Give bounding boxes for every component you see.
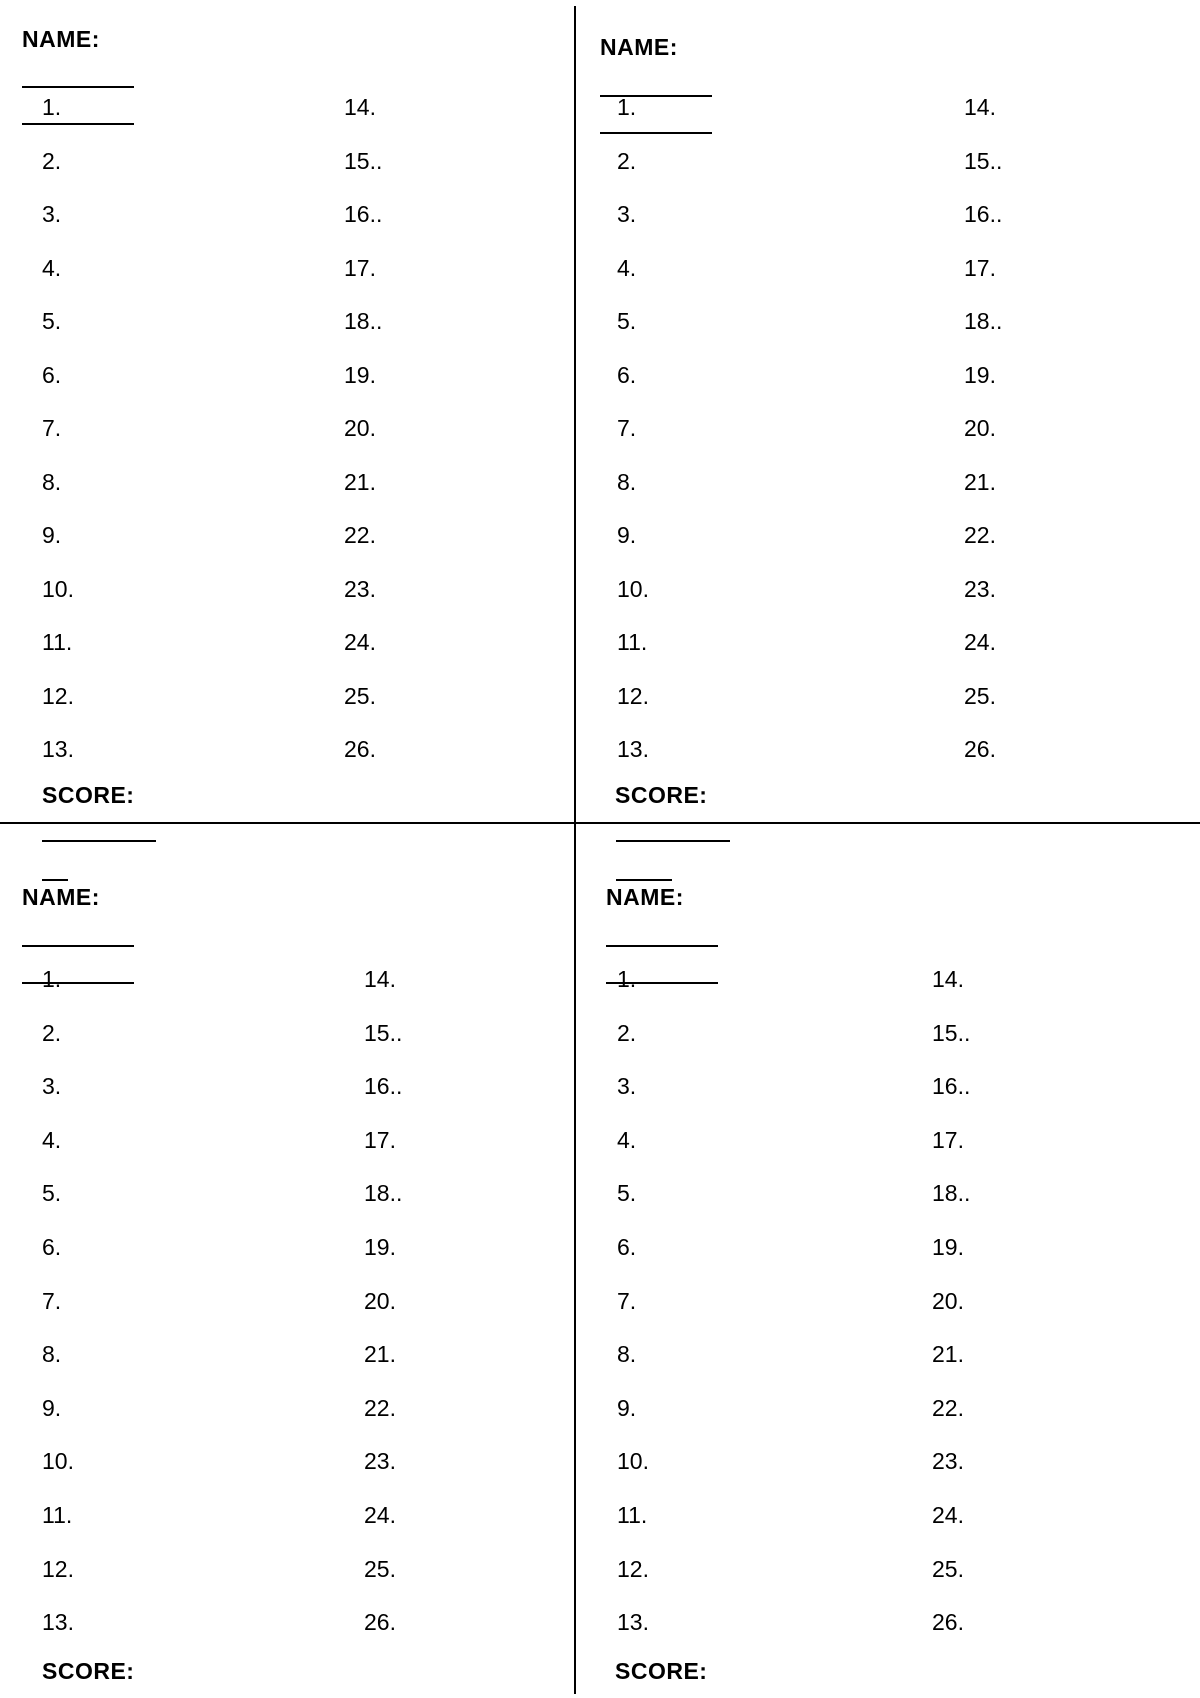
answer-number: 6. (617, 1234, 637, 1260)
answer-number: 20. (344, 415, 376, 441)
answer-number: 10. (617, 1448, 649, 1474)
answer-number: 9. (42, 522, 62, 548)
answer-number: 14. (964, 94, 996, 120)
answer-number: 9. (617, 522, 637, 548)
answer-number: 19. (364, 1234, 396, 1260)
answer-number: 15.. (964, 148, 1003, 174)
answer-number: 2. (42, 1020, 62, 1046)
answer-number: 10. (617, 576, 649, 602)
answer-number: 15.. (344, 148, 383, 174)
underline-rule (22, 123, 134, 125)
answer-number: 10. (42, 1448, 74, 1474)
score-label: SCORE: (42, 782, 135, 808)
answer-number: 8. (617, 1341, 637, 1367)
answer-number: 17. (932, 1127, 964, 1153)
answer-number: 13. (617, 1609, 649, 1635)
answer-number: 24. (964, 629, 996, 655)
answer-number: 21. (364, 1341, 396, 1367)
answer-number: 15.. (364, 1020, 403, 1046)
name-label: NAME: (600, 34, 678, 60)
answer-number: 1. (617, 966, 637, 992)
answer-number: 16.. (364, 1073, 403, 1099)
answer-number: 1. (617, 94, 637, 120)
answer-number: 11. (617, 629, 648, 655)
answer-number: 5. (42, 1180, 62, 1206)
answer-number: 25. (964, 683, 996, 709)
answer-number: 23. (964, 576, 996, 602)
answer-number: 25. (344, 683, 376, 709)
answer-number: 1. (42, 966, 62, 992)
answer-number: 6. (617, 362, 637, 388)
name-label: NAME: (22, 884, 100, 910)
answer-number: 5. (617, 1180, 637, 1206)
answer-number: 14. (932, 966, 964, 992)
answer-number: 6. (42, 1234, 62, 1260)
answer-number: 2. (617, 1020, 637, 1046)
answer-number: 18.. (344, 308, 383, 334)
answer-number: 26. (964, 736, 996, 762)
answer-number: 22. (932, 1395, 964, 1421)
answer-number: 9. (617, 1395, 637, 1421)
answer-number: 10. (42, 576, 74, 602)
answer-number: 12. (42, 683, 74, 709)
answer-number: 19. (964, 362, 996, 388)
answer-number: 14. (364, 966, 396, 992)
answer-number: 17. (364, 1127, 396, 1153)
answer-number: 11. (617, 1502, 648, 1528)
answer-number: 21. (344, 469, 376, 495)
answer-number: 17. (344, 255, 376, 281)
underline-rule (616, 879, 672, 881)
answer-number: 7. (42, 415, 62, 441)
answer-number: 5. (42, 308, 62, 334)
answer-number: 23. (932, 1448, 964, 1474)
answer-number: 22. (364, 1395, 396, 1421)
answer-number: 4. (42, 255, 62, 281)
answer-number: 26. (364, 1609, 396, 1635)
answer-number: 3. (617, 201, 637, 227)
answer-number: 24. (344, 629, 376, 655)
answer-number: 7. (617, 1288, 637, 1314)
answer-number: 8. (617, 469, 637, 495)
answer-number: 9. (42, 1395, 62, 1421)
name-label: NAME: (606, 884, 684, 910)
answer-number: 12. (617, 683, 649, 709)
answer-number: 16.. (964, 201, 1003, 227)
answer-number: 19. (344, 362, 376, 388)
underline-rule (600, 132, 712, 134)
answer-number: 5. (617, 308, 637, 334)
answer-number: 19. (932, 1234, 964, 1260)
answer-number: 24. (932, 1502, 964, 1528)
answer-number: 21. (964, 469, 996, 495)
answer-number: 25. (364, 1556, 396, 1582)
underline-rule (22, 982, 134, 984)
answer-number: 11. (42, 1502, 73, 1528)
name-label: NAME: (22, 26, 100, 52)
answer-number: 26. (344, 736, 376, 762)
answer-number: 7. (617, 415, 637, 441)
underline-rule (42, 879, 68, 881)
answer-number: 13. (617, 736, 649, 762)
underline-rule (42, 840, 156, 842)
answer-number: 20. (364, 1288, 396, 1314)
answer-number: 15.. (932, 1020, 971, 1046)
answer-number: 18.. (364, 1180, 403, 1206)
answer-number: 3. (42, 1073, 62, 1099)
answer-number: 22. (964, 522, 996, 548)
answer-number: 2. (42, 148, 62, 174)
answer-number: 8. (42, 1341, 62, 1367)
answer-number: 18.. (964, 308, 1003, 334)
underline-rule (22, 86, 134, 88)
answer-number: 24. (364, 1502, 396, 1528)
answer-number: 22. (344, 522, 376, 548)
answer-number: 17. (964, 255, 996, 281)
answer-number: 4. (617, 1127, 637, 1153)
answer-number: 20. (932, 1288, 964, 1314)
answer-number: 8. (42, 469, 62, 495)
answer-number: 6. (42, 362, 62, 388)
underline-rule (616, 840, 730, 842)
score-label: SCORE: (615, 1658, 708, 1684)
answer-number: 23. (364, 1448, 396, 1474)
answer-number: 1. (42, 94, 62, 120)
answer-number: 20. (964, 415, 996, 441)
underline-rule (606, 945, 718, 947)
answer-number: 13. (42, 736, 74, 762)
answer-number: 4. (42, 1127, 62, 1153)
answer-number: 13. (42, 1609, 74, 1635)
answer-number: 2. (617, 148, 637, 174)
answer-number: 12. (617, 1556, 649, 1582)
answer-number: 7. (42, 1288, 62, 1314)
answer-number: 21. (932, 1341, 964, 1367)
score-label: SCORE: (615, 782, 708, 808)
score-label: SCORE: (42, 1658, 135, 1684)
answer-number: 16.. (932, 1073, 971, 1099)
answer-number: 26. (932, 1609, 964, 1635)
answer-number: 23. (344, 576, 376, 602)
answer-number: 14. (344, 94, 376, 120)
answer-number: 3. (42, 201, 62, 227)
answer-number: 3. (617, 1073, 637, 1099)
answer-number: 16.. (344, 201, 383, 227)
answer-number: 11. (42, 629, 73, 655)
underline-rule (22, 945, 134, 947)
answer-number: 18.. (932, 1180, 971, 1206)
answer-number: 25. (932, 1556, 964, 1582)
horizontal-divider (0, 822, 1200, 824)
answer-number: 4. (617, 255, 637, 281)
vertical-divider (574, 6, 576, 1694)
answer-number: 12. (42, 1556, 74, 1582)
